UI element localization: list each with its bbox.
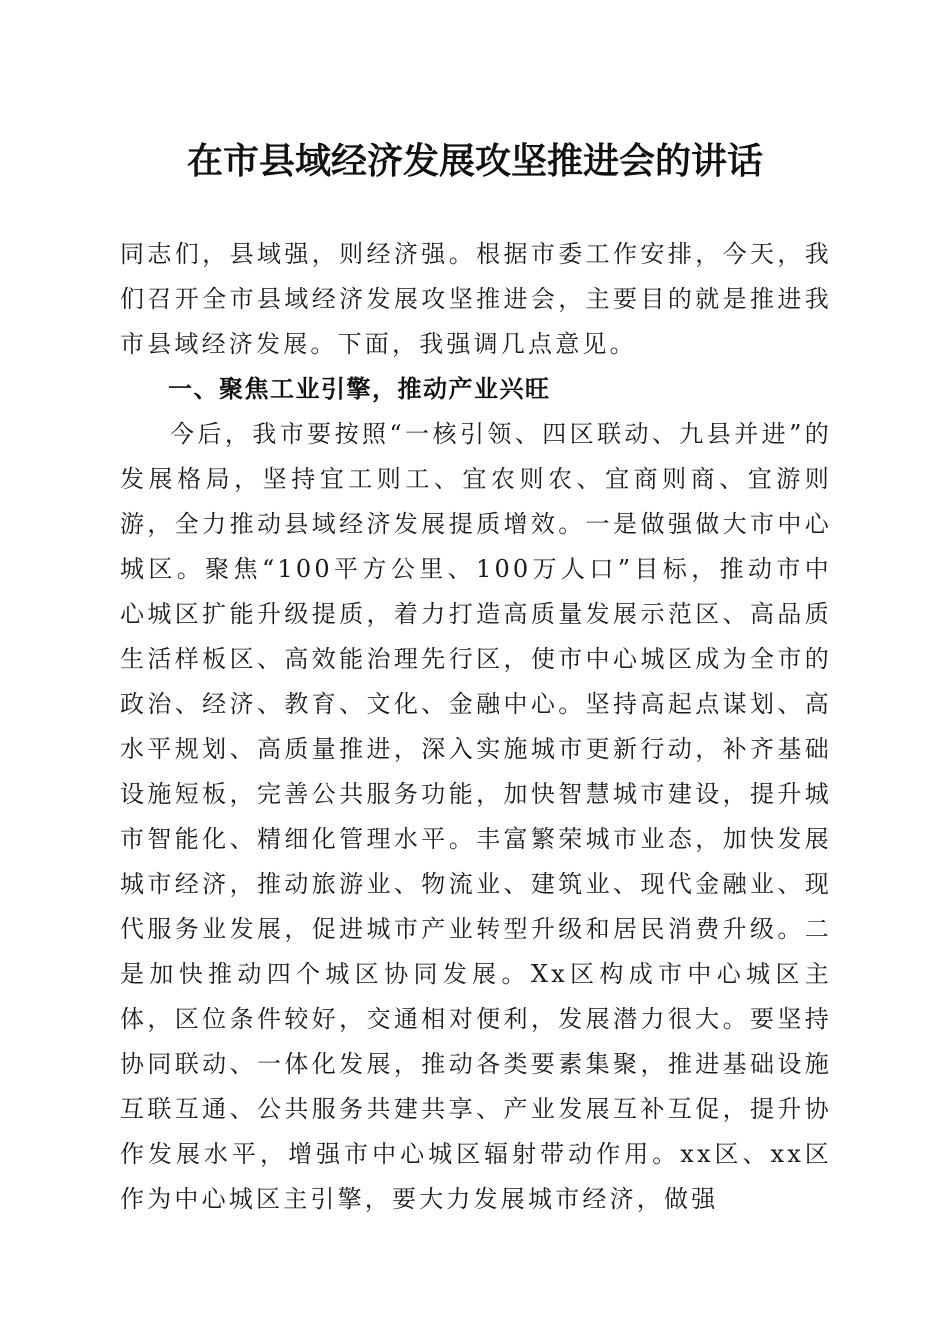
intro-paragraph: 同志们，县域强，则经济强。根据市委工作安排，今天，我们召开全市县域经济发展攻坚推进会，主要目的就是推进我市县域经济发展。下面，我强调几点意见。 — [120, 240, 832, 358]
section-paragraph: 今后，我市要按照“一核引领、四区联动、九县并进”的发展格局，坚持宜工则工、宜农则农、宜商则商、宜游则游，全力推动县域经济发展提质增效。一是做强做大市中心城区。聚焦“100平方公里、100万人口”目标，推动市中心城区扩能升级提质，着力打造高质量发展示范区、高品质生活样板区、高效能治理先行区，使市中心城区成为全市的政治、经济、教育、文化、金融中心。坚持高起点谋划、高水平规划、高质量推进，深入实施城市更新行动，补齐基础设施短板，完善公共服务功能，加快智慧城市建设，提升城市智能化、精细化管理水平。丰富繁荣城市业态，加快发展城市经济，推动旅游业、物流业、建筑业、现代金融业、现代服务业发展，促进城市产业转型升级和居民消费升级。二是加快推动四个城区协同发展。Xx区构成市中心城区主体，区位条件较好，交通相对便利，发展潜力很大。要坚持协同联动、一体化发展，推动各类要素集聚，推进基础设施互联互通、公共服务共建共享、产业发展互补互促，提升协作发展水平，增强市中心城区辐射带动作用。xx区、xx区作为中心城区主引擎，要大力发展城市经济，做强 — [120, 420, 832, 1213]
document-body — [120, 232, 832, 1222]
section-heading: 一、聚焦工业引擎，推动产业兴旺 — [168, 375, 551, 403]
document-title: 在市县域经济发展攻坚推进会的讲话 — [186, 140, 763, 182]
